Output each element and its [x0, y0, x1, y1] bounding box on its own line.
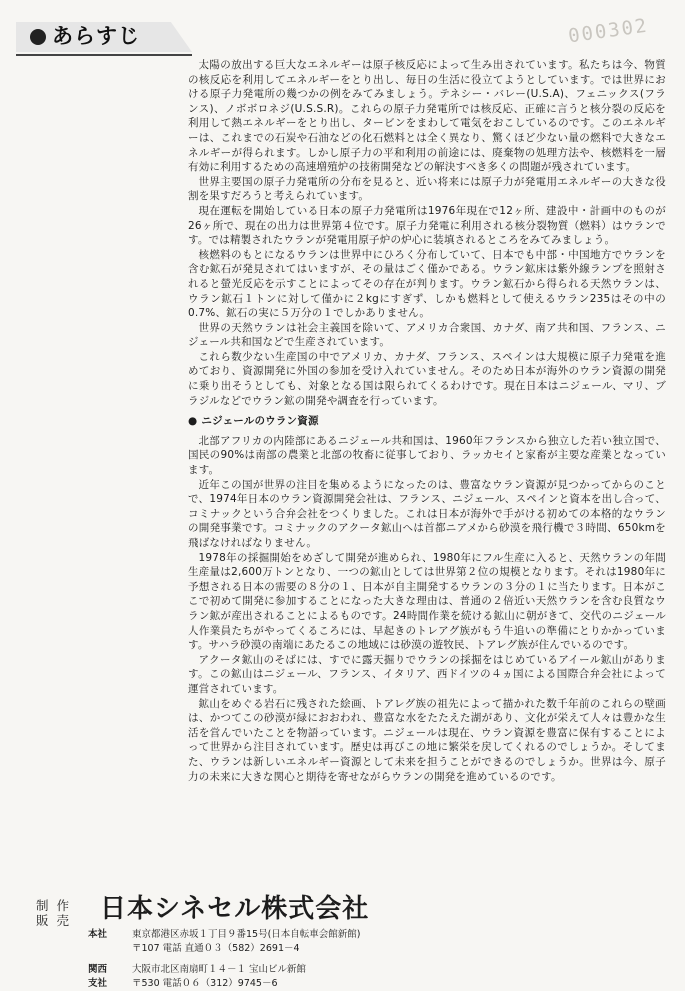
paragraph: 太陽の放出する巨大なエネルギーは原子核反応によって生み出されています。私たちは今、物質の核反応を利用してエネルギーをとり出し、毎日の生活に役立てようとしています。では世界における原子力発電所の幾つかの例をみてみましょう。テネシー・バレー(U.S.A)、フェニックス(フランス)、ノボボロネジ(U.S.S.R)。これらの原子力発電所では核反応、正確に言うと核分裂の反応を利用して熱エネルギーをとり出し、タービンをまわして電気をおこしているのです。このエネルギーは、これまでの石炭や石油などの化石燃料とは全く異なり、驚くほど少ない量の燃料で大きなエネルギーが得られます。しかし原子力の平和利用の前途には、廃棄物の処理方法や、核燃料を一層有効に利用するための高速増殖炉の技術開発などの解決すべき多くの問題が残されています。 [188, 59, 666, 174]
paragraph: これら数少ない生産国の中でアメリカ、カナダ、フランス、スペインは大規模に原子力発電を進めており、資源開発に外国の参加を受け入れていません。そのため日本が海外のウラン資源の開発に乗り出そうとしても、対象となる国は限られてくるわけです。現在日本はニジェール、マリ、ブラジルなどでウラン鉱の開発や調査を行っています。 [188, 350, 666, 407]
section-heading [188, 414, 666, 429]
page-title: あらすじ [52, 24, 140, 48]
kansai-label: 関西 [88, 964, 108, 975]
hq-label: 本社 [88, 929, 108, 940]
hq-address: 東京都港区赤坂１丁目９番15号(日本自転車会館新館) [132, 929, 361, 940]
credit-labels [36, 898, 84, 928]
paragraph: 世界主要国の原子力発電所の分布を見ると、近い将来には原子力が発電用エネルギーの大きな役割を果すだろうと考えられています。 [188, 175, 666, 203]
hq-phone: 〒107 電話 直通０３（582）2691－4 [132, 943, 300, 954]
bullet-dot-icon [30, 29, 46, 45]
paragraph: 近年この国が世界の注目を集めるようになったのは、豊富なウラン資源が見つかってからのことで、1974年日本のウラン資源開発会社は、フランス、ニジェール、スペインと資本を出し合って、コミナックという合弁会社をつくりました。これは日本が海外で手がける初めての本格的なウランの開発事業です。コミナックのアクータ鉱山へは首都ニアメから砂漠を飛行機で３時間、650kmを飛ばなければなりません。 [188, 478, 666, 549]
kansai-address: 大阪市北区南扇町１４－１ 宝山ビル新館 [132, 964, 307, 975]
paragraph: 現在運転を開始している日本の原子力発電所は1976年現在で12ヶ所、建設中・計画中のものが26ヶ所で、現在の出力は世界第４位です。原子力発電に利用される核分裂物質（燃料）はウランです。では精製されたウランが発電用原子炉の炉心に装填されるところをみてみましょう。 [188, 204, 666, 247]
paragraph: アクータ鉱山のそばには、すでに露天掘りでウランの採掘をはじめているアイール鉱山があります。この鉱山はニジェール、フランス、イタリア、西ドイツの４ヵ国による国際合弁会社によって運営されています。 [188, 653, 666, 695]
paragraph: 北部アフリカの内陸部にあるニジェール共和国は、1960年フランスから独立した若い独立国で、国民の90%は南部の農業と北部の牧畜に従事しており、ラッカセイと家畜が主要な産業となっています。 [188, 434, 666, 477]
company-name: 日本シネセル株式会社 [100, 894, 370, 924]
synopsis-body [188, 58, 666, 784]
bullet-icon: ● [188, 415, 198, 428]
paragraph: 世界の天然ウランは社会主義国を除いて、アメリカ合衆国、カナダ、南ア共和国、フランス、ニジェール共和国などで生産されています。 [188, 321, 666, 349]
paragraph: 1978年の採掘開始をめざして開発が進められ、1980年にフル生産に入ると、天然ウランの年間生産量は2,600万トンとなり、一つの鉱山としては世界第２位の規模となります。それは1980年に予想される日本の需要の８分の１、日本が自主開発するウランの３分の１に当たります。日本がここで初めて開発に参加することになった大きな理由は、普通の２倍近い天然ウランを含む良質なウラン鉱が産出されることによるものです。24時間作業を続ける鉱山に朝がきて、交代のニジェール人作業員たちがやってくるころには、早起きのトレアグ族がもう牛追いの準備にとりかかっています。サハラ砂漠の南端にあたるこの地域には砂漠の遊牧民、トアレグ族が住んでいるのです。 [188, 551, 666, 652]
paragraph: 鉱山をめぐる岩石に残された絵画、トアレグ族の祖先によって描かれた数千年前のこれらの壁画は、かつてこの砂漠が緑におおわれ、豊富な水をたたえた湖があり、文化が栄えて人々は豊かな生活を営んでいたことを物語っています。ニジェールは現在、ウラン資源を豊富に保有することによって世界から注目されています。歴史は再びこの地に繁栄を戻してくれるのでしょうか。そしてまた、ウランは新しいエネルギー資源として未来を担うことができるのでしょうか。世界は今、原子力の未来に大きな関心と期待を寄せながらウランの開発を進めているのです。 [188, 697, 666, 783]
header-underline [16, 54, 192, 56]
handwritten-stamp-number: 000302 [566, 14, 650, 48]
credit-label-production: 制作 [36, 898, 78, 913]
kansai-phone: 〒530 電話０６（312）9745－6 [132, 978, 278, 989]
section-heading-text: ニジェールのウラン資源 [201, 415, 319, 428]
branch-label: 支社 [88, 978, 108, 989]
paragraph: 核燃料のもとになるウランは世界中にひろく分布していて、日本でも中部・中国地方でウランを含む鉱石が発見されてはいますが、その量はごく僅かである。ウラン鉱床は紫外線ランプを照射されると螢光反応を示すことによってその存在が判ります。ウラン鉱石から得られる天然ウランは、ウラン鉱石１トンに対して僅かに２kgにすぎず、しかも燃料として使えるウラン235はその中の0.7%、鉱石の実に５万分の１でしかありません。 [188, 248, 666, 320]
credit-label-sales: 販売 [36, 913, 78, 928]
credits-footer [0, 890, 685, 991]
